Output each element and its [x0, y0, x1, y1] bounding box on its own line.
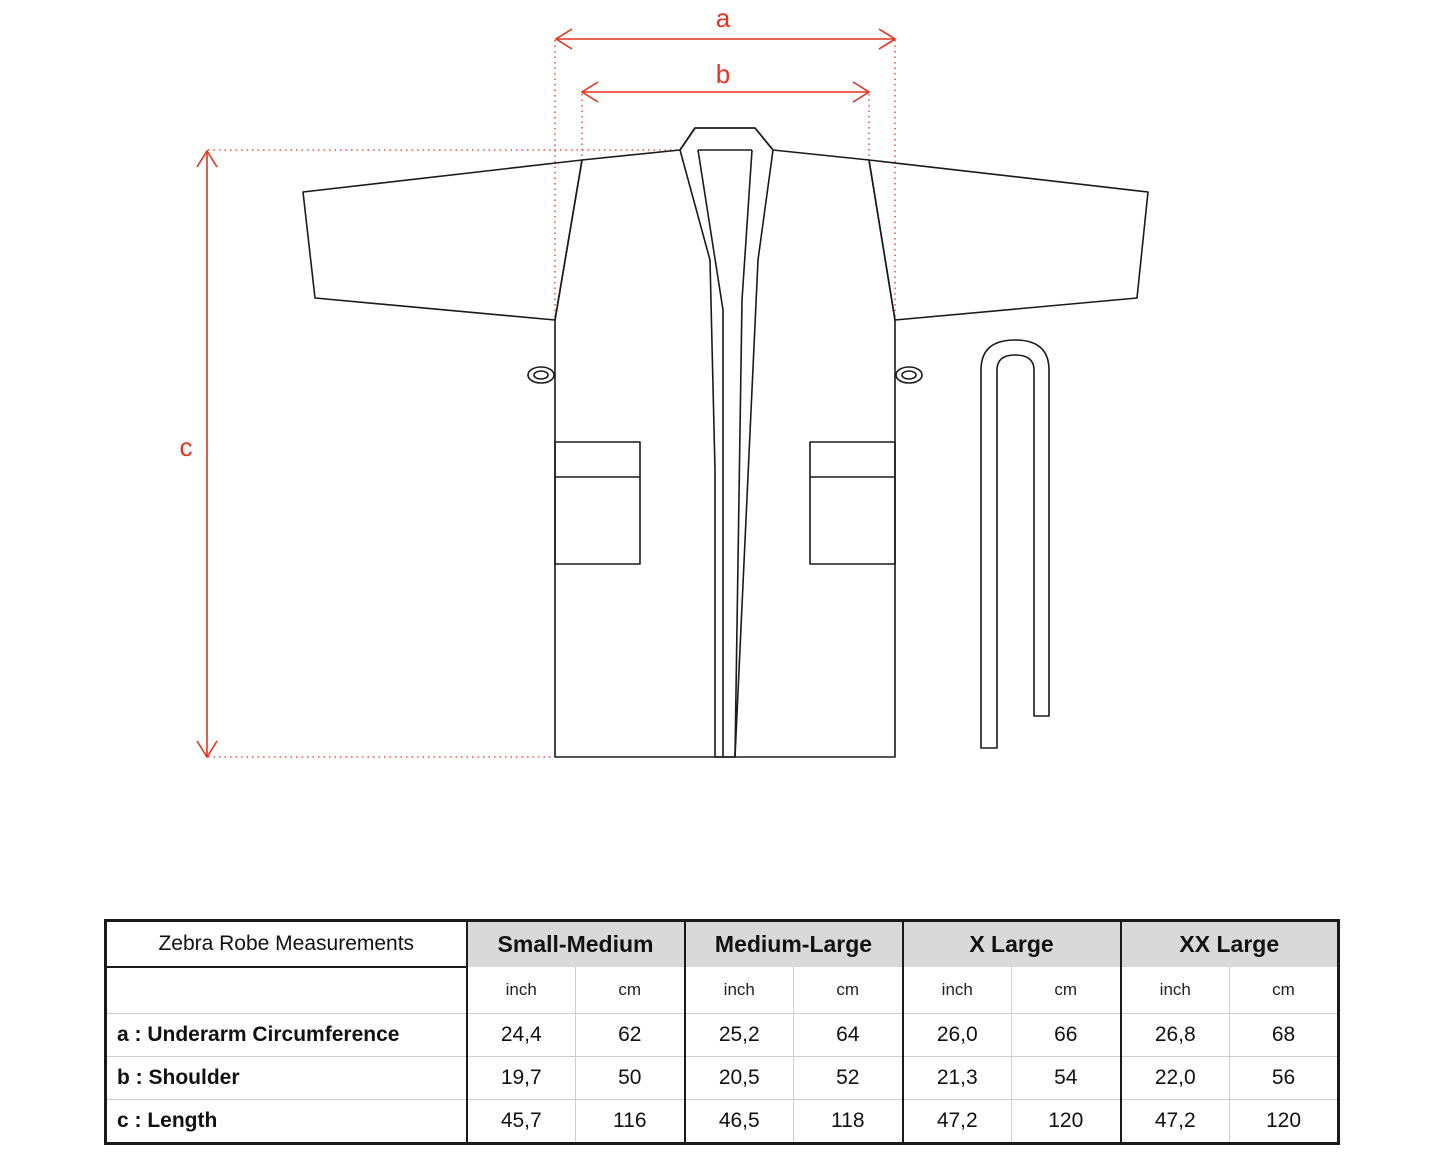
- left-sleeve: [303, 160, 582, 320]
- size-header-xx-large: XX Large: [1121, 921, 1339, 968]
- measurements-table-container: [104, 919, 1340, 1145]
- cell-value: 120: [1012, 1100, 1121, 1144]
- row-label: a : Underarm Circumference: [106, 1014, 467, 1057]
- cell-value: 26,0: [903, 1014, 1012, 1057]
- collar-band: [680, 128, 773, 757]
- right-pocket: [810, 442, 895, 564]
- table-row: [106, 1057, 1339, 1100]
- unit-label: cm: [576, 967, 685, 1014]
- unit-row-blank: [106, 967, 467, 1014]
- unit-label: inch: [467, 967, 576, 1014]
- cell-value: 68: [1230, 1014, 1339, 1057]
- unit-row: [106, 967, 1339, 1014]
- dimension-c-label: c: [179, 432, 193, 462]
- unit-label: cm: [794, 967, 903, 1014]
- cell-value: 120: [1265, 1109, 1302, 1132]
- cell-value: 19,7: [467, 1057, 576, 1100]
- cell-value: 50: [576, 1057, 685, 1100]
- right-sleeve: [869, 160, 1148, 320]
- cell-value: 22,0: [1121, 1057, 1230, 1100]
- cell-value: 26,8: [1121, 1014, 1230, 1057]
- size-header-row: [106, 921, 1339, 968]
- table-row: [106, 1100, 1339, 1144]
- unit-label: cm: [1230, 967, 1339, 1014]
- cell-value: 21,3: [903, 1057, 1012, 1100]
- cell-value: 25,2: [685, 1014, 794, 1057]
- cell-value: 118: [794, 1100, 903, 1144]
- left-belt-loop: [528, 367, 554, 383]
- robe-outline: [303, 128, 1148, 757]
- row-label: c : Length: [106, 1100, 467, 1144]
- cell-value: 24,4: [467, 1014, 576, 1057]
- cell-value: 56: [1230, 1057, 1339, 1100]
- size-header-medium-large: Medium-Large: [685, 921, 903, 968]
- table-row: [106, 1014, 1339, 1057]
- cell-value: 45,7: [467, 1100, 576, 1144]
- cell-value: 47,2: [903, 1100, 1012, 1144]
- cell-value: 20,5: [685, 1057, 794, 1100]
- belt: [981, 340, 1049, 748]
- table-title: Zebra Robe Measurements: [106, 921, 467, 968]
- cell-value: 46,5: [685, 1100, 794, 1144]
- row-label: b : Shoulder: [106, 1057, 467, 1100]
- cell-value: 62: [576, 1014, 685, 1057]
- guide-lines: [208, 40, 895, 757]
- size-header-small-medium: Small-Medium: [467, 921, 685, 968]
- size-header-x-large: X Large: [903, 921, 1121, 968]
- cell-value: 47,2: [1121, 1100, 1230, 1144]
- dimension-b-label: b: [715, 59, 731, 89]
- unit-label: cm: [1012, 967, 1121, 1014]
- left-pocket: [555, 442, 640, 564]
- cell-value: 54: [1012, 1057, 1121, 1100]
- cell-value: 52: [794, 1057, 903, 1100]
- dimension-a-label: a: [715, 3, 731, 33]
- cell-value: 66: [1012, 1014, 1121, 1057]
- unit-label: inch: [685, 967, 794, 1014]
- cell-value: 64: [794, 1014, 903, 1057]
- unit-label: inch: [903, 967, 1012, 1014]
- cell-value: 116: [576, 1100, 685, 1144]
- unit-label: inch: [1121, 967, 1230, 1014]
- dimension-c-arrow: [197, 151, 217, 757]
- right-belt-loop: [896, 367, 922, 383]
- measurements-table: [104, 919, 1340, 1145]
